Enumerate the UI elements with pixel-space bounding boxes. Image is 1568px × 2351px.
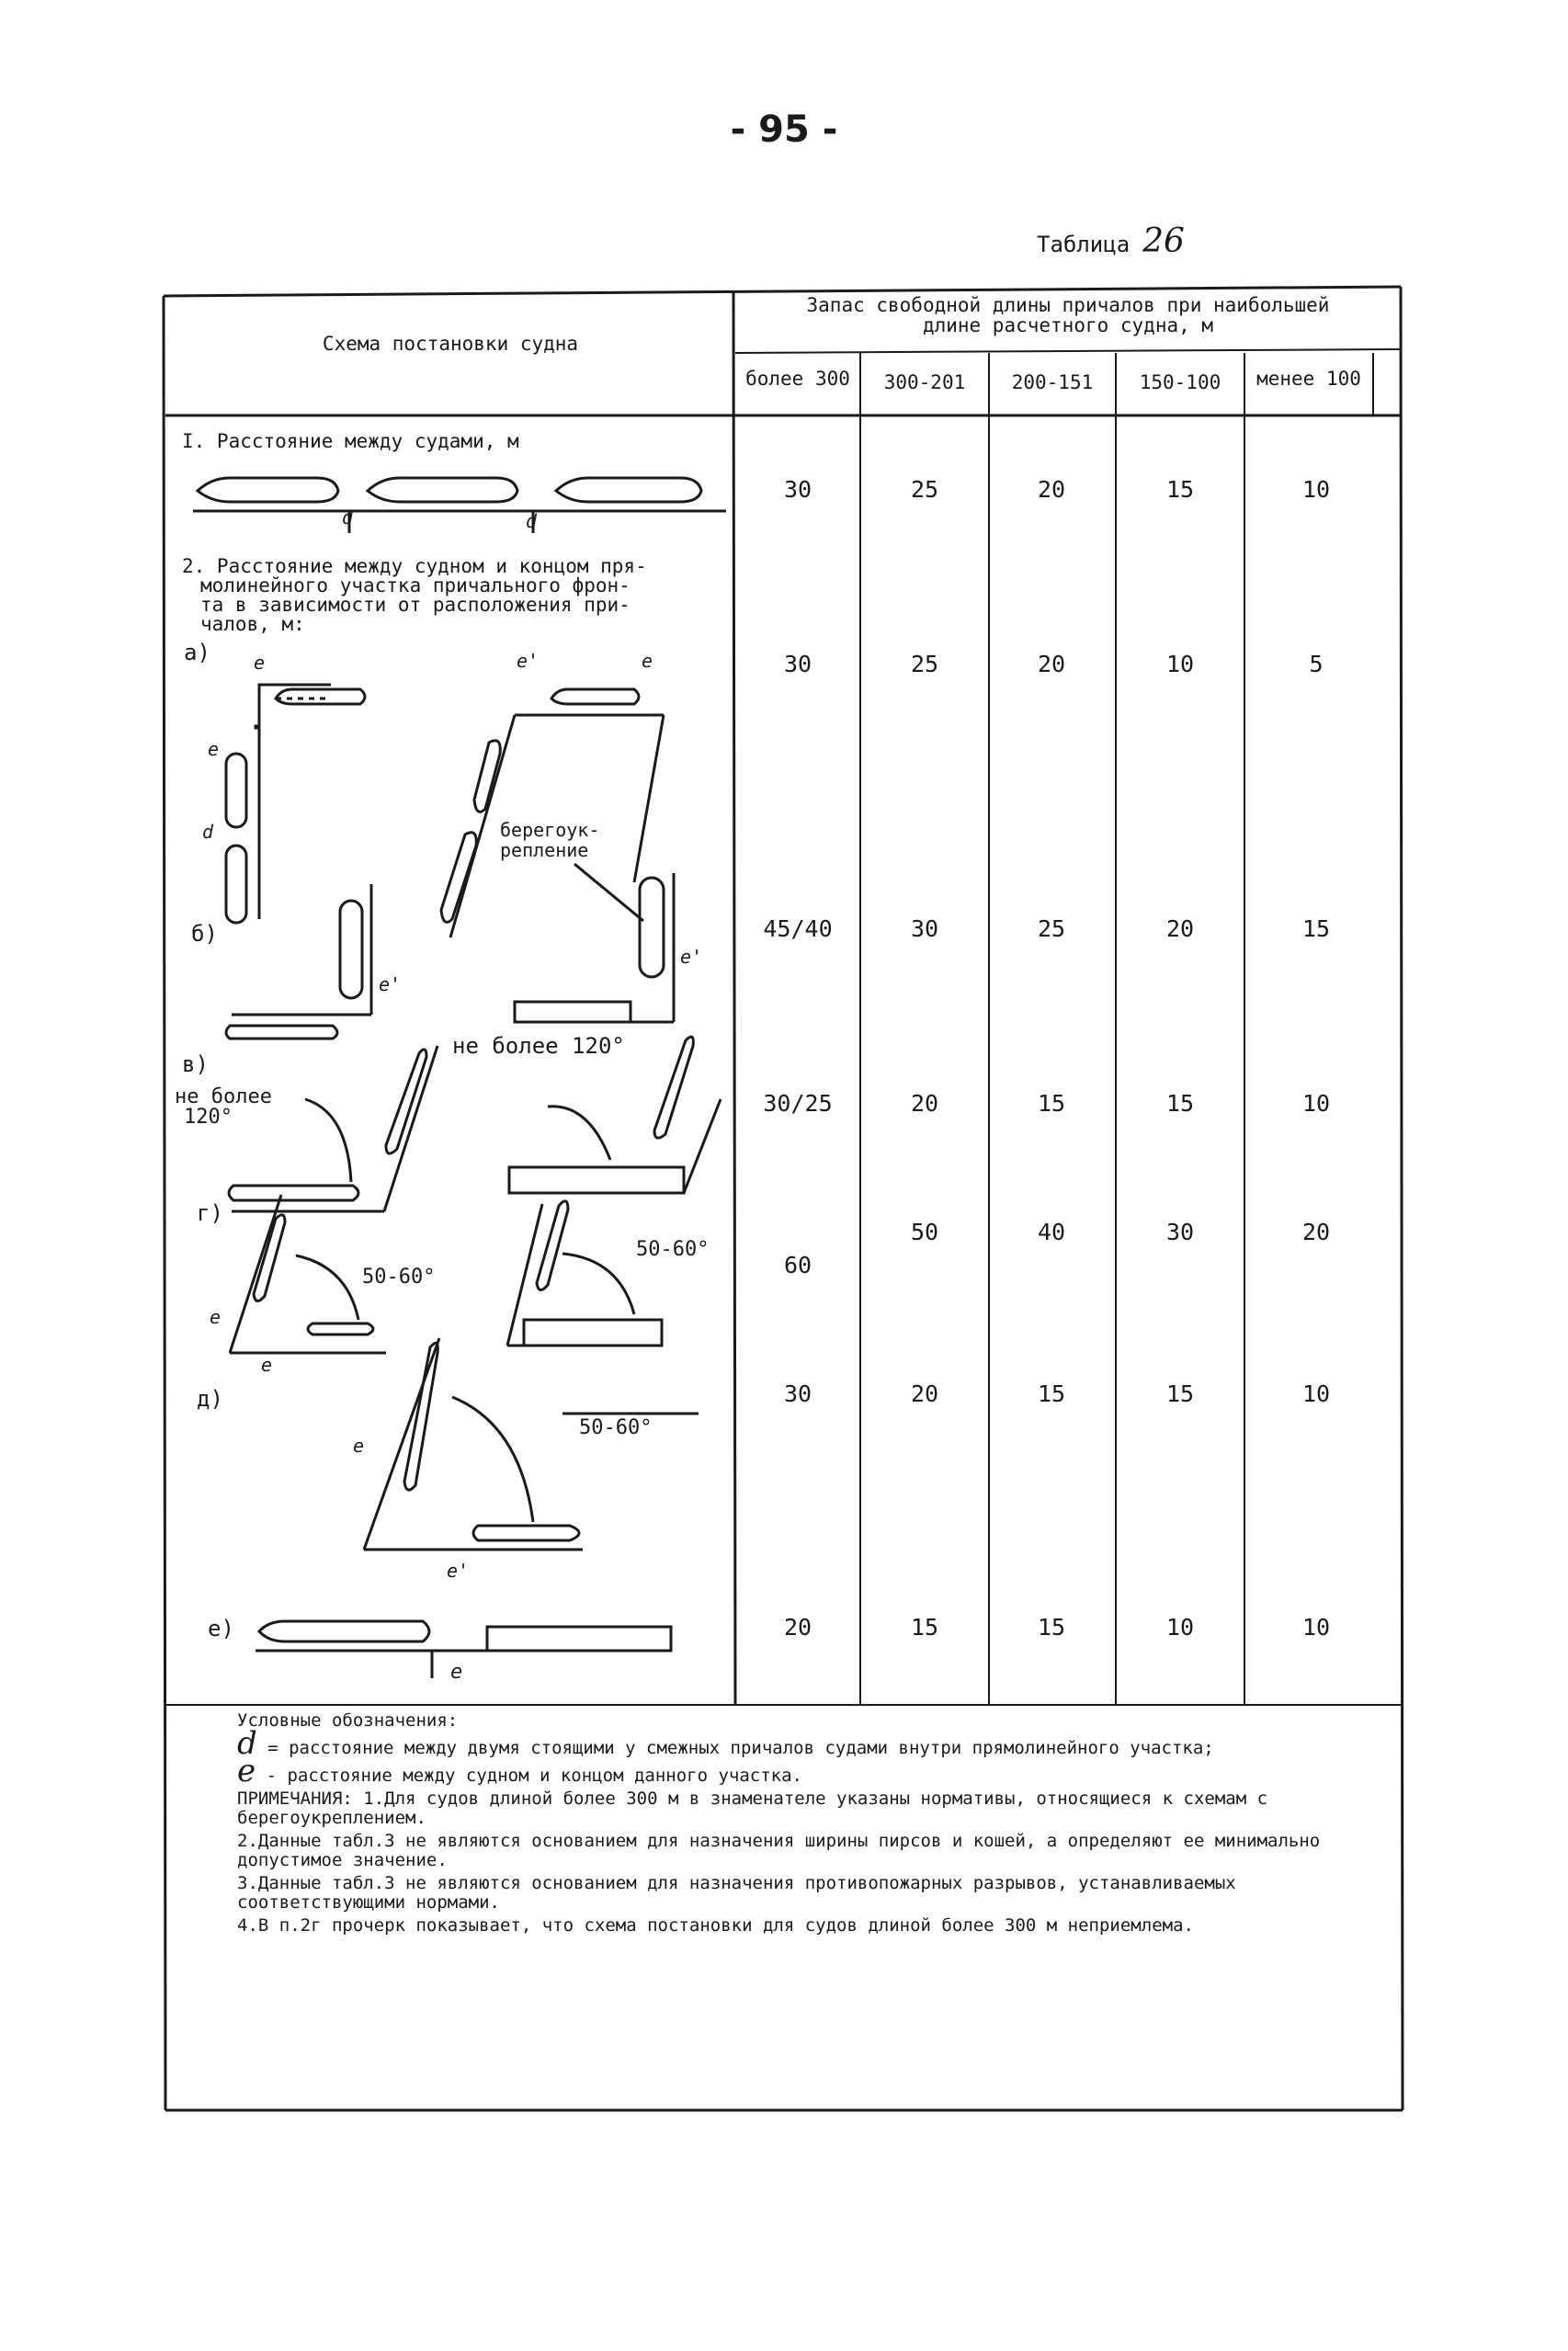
remark-4: 4.В п.2г прочерк показывает, что схема постановки для судов длиной более 300 м неприемлема. [237,1915,1194,1936]
cell: 15 [1165,1090,1195,1117]
diagram-ships-row [193,478,726,533]
dim-e1-a: e' [517,650,540,672]
cell: 10 [1301,1090,1331,1117]
shore-label-2: репление [500,839,589,861]
page-number: - 95 - [730,108,838,151]
cell: 15 [1301,915,1331,942]
note-d [237,1725,1386,1762]
cell: 10 [1165,651,1195,677]
col-header-3: 200-151 [1011,371,1094,393]
table-right-border [1401,287,1403,2110]
label-a: а) [184,640,210,665]
dim-d-1: d [342,506,354,528]
scheme-column-divider [733,290,735,1705]
shore-label: берегоук- [500,819,600,841]
label-g: г) [197,1200,223,1226]
table-label-text: Таблица [1037,232,1131,257]
cell: 15 [1165,476,1195,503]
cell: 20 [1037,476,1066,503]
cell: 30 [783,1380,812,1407]
note-d-symbol: d [237,1725,257,1762]
dim-e-b1: e' [379,973,402,995]
cell: 60 [783,1252,812,1278]
cell: 10 [1301,1614,1331,1641]
label-v: в) [182,1051,209,1077]
dim-e-a1: e [254,652,266,674]
angle-d: 50-60° [579,1416,653,1439]
dim-e-d1: e [353,1435,365,1457]
cell: 15 [1037,1380,1066,1407]
col-header-1: более 300 [745,368,850,390]
col-header-4: 150-100 [1139,371,1221,393]
diagram-a [226,685,664,937]
diagram-d [364,1338,699,1550]
cell: 25 [910,476,939,503]
cell: 30 [783,651,812,677]
cell: 25 [910,651,939,677]
cell: 20 [1037,651,1066,677]
dim-e-a3: e [208,738,220,760]
label-d: д) [197,1386,223,1412]
section-2-line-4: чалов, м: [200,613,305,635]
cell: 40 [1037,1219,1066,1245]
cell: 45/40 [763,915,833,942]
table-number: 26 [1142,222,1185,260]
section-1: I. Расстояние между судами, м [182,430,519,452]
cell: 5 [1309,651,1324,677]
col-header-5: менее 100 [1256,368,1361,390]
cell: 10 [1301,476,1331,503]
header-reserve-2: длине расчетного судна, м [922,314,1214,336]
dim-e-e: e [450,1661,463,1684]
cell: 10 [1301,1380,1331,1407]
cell: 25 [1037,915,1066,942]
cell: 15 [1165,1380,1195,1407]
angle-g2: 50-60° [636,1238,710,1261]
cell: 20 [910,1090,939,1117]
cell: 30/25 [763,1090,833,1117]
label-b: б) [191,921,218,947]
cell: 50 [910,1219,939,1245]
remark-1: ПРИМЕЧАНИЯ: 1.Для судов длиной более 300 м в знаменателе указаны нормативы, относящиеся к схемам с берегоукреплением. [237,1789,1268,1828]
dim-d-2: d [526,510,538,532]
cell: 15 [1037,1090,1066,1117]
remark-3: 3.Данные табл.3 не являются основанием для назначения противопожарных разрывов, устанавливаемых соответствующими нормами. [237,1873,1236,1913]
not-more-a: не более [175,1085,272,1108]
cell: 10 [1165,1614,1195,1641]
not-more-b: 120° [184,1106,233,1129]
header-reserve-1: Запас свободной длины причалов при наибольшей [806,294,1330,316]
dim-e-g1: e [210,1306,222,1328]
note-e-symbol: e [237,1753,256,1789]
cell: 30 [1165,1219,1195,1245]
section-2-line-3: та в зависимости от расположения при- [200,594,631,616]
subheader-divider [735,349,1401,353]
dim-e-g2: e [261,1354,273,1376]
cell: 20 [783,1614,812,1641]
notes-block [237,1711,1386,1939]
dim-e-d2: e' [447,1560,470,1582]
cell: 30 [910,915,939,942]
label-e: е) [208,1616,234,1641]
not-more-120: не более 120° [452,1033,625,1059]
cell: 15 [1037,1614,1066,1641]
table-left-border [164,296,165,2110]
angle-g1: 50-60° [362,1266,436,1289]
section-2-line-1: 2. Расстояние между судном и концом пря- [182,555,647,577]
note-e-text: - расстояние между судном и концом данного участка. [266,1766,802,1786]
note-e [237,1753,1386,1789]
notes-title: Условные обозначения: [237,1710,459,1731]
section-2-line-2: молинейного участка причального фрон- [200,574,631,596]
remark-2: 2.Данные табл.3 не являются основанием для назначения ширины пирсов и кошей, а определяют ее минимально допустимое значение. [237,1831,1321,1870]
diagram-e [256,1621,671,1678]
cell: 20 [1301,1219,1331,1245]
cell: 15 [910,1614,939,1641]
dim-e-b2: e' [680,946,703,968]
diagram-g [230,1195,662,1353]
dim-e-a2: e [642,650,653,672]
col-header-2: 300-201 [883,371,966,393]
header-scheme: Схема постановки судна [322,333,579,355]
dim-d-a: d [202,821,214,843]
diagram-b [226,873,674,1039]
cell: 20 [910,1380,939,1407]
diagram-v [229,1037,721,1211]
note-d-text: = расстояние между двумя стоящими у смежных причалов судами внутри прямолинейного участка; [267,1738,1214,1758]
cell: 30 [783,476,812,503]
cell: 20 [1165,915,1195,942]
